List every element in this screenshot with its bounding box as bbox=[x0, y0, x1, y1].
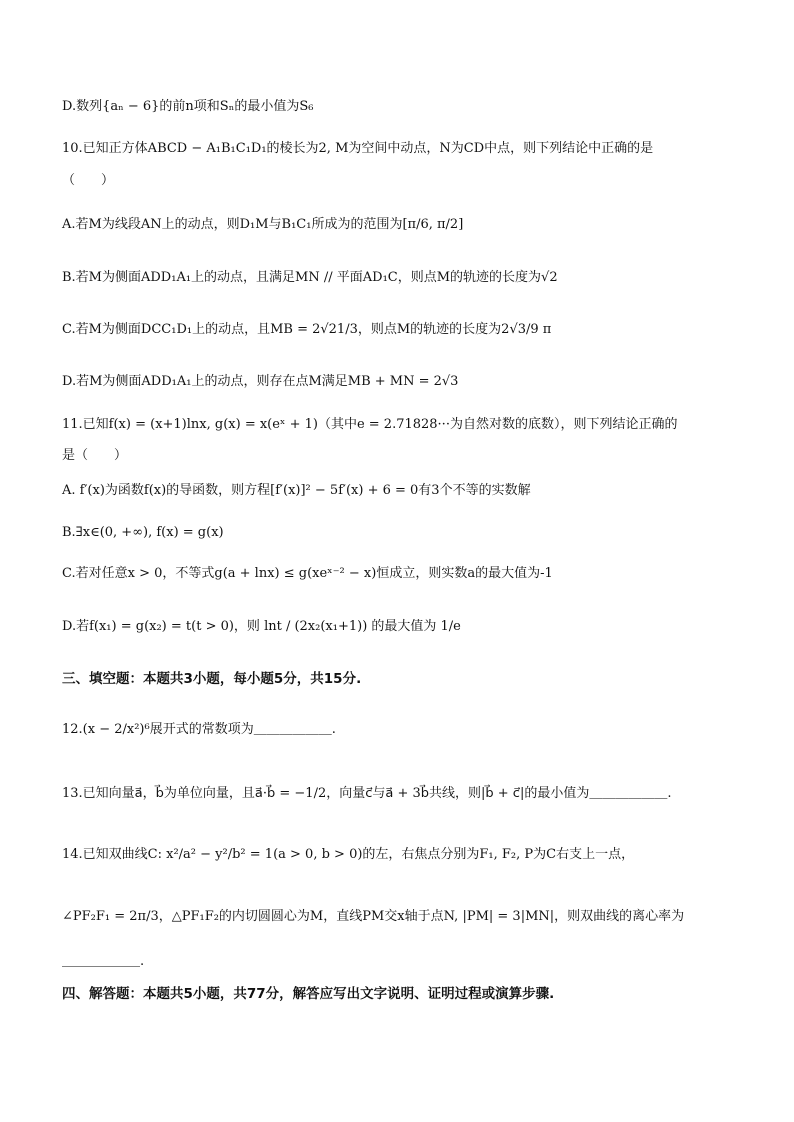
q12: 12.(x − 2/x²)⁶展开式的常数项为＿＿＿＿＿＿. bbox=[62, 722, 336, 737]
q14-stem-cont: ∠PF₂F₁ = 2π/3，△PF₁F₂的内切圆圆心为M，直线PM交x轴于点N, |PM| = 3|MN|，则双曲线的离心率为 bbox=[62, 909, 685, 924]
section-4-heading: 四、解答题：本题共5小题，共77分，解答应写出文字说明、证明过程或演算步骤. bbox=[62, 986, 555, 1002]
q9-option-d: D.数列{aₙ − 6}的前n项和Sₙ的最小值为S₆ bbox=[62, 99, 314, 114]
q10-answer-paren: （ ） bbox=[62, 173, 115, 188]
q11-option-c: C.若对任意x > 0，不等式g(a + lnx) ≤ g(xeˣ⁻² − x)恒成立，则实数a的最大值为-1 bbox=[62, 566, 553, 581]
q10-option-c: C.若M为侧面DCC₁D₁上的动点，且MB = 2√21/3，则点M的轨迹的长度为2√3/9 π bbox=[62, 322, 552, 337]
q11-option-d: D.若f(x₁) = g(x₂) = t(t > 0)，则 lnt / (2x₂(x₁+1)) 的最大值为 1/e bbox=[62, 619, 461, 634]
q11-option-b: B.∃x∈(0, +∞), f(x) = g(x) bbox=[62, 525, 224, 540]
q10-option-b: B.若M为侧面ADD₁A₁上的动点，且满足MN // 平面AD₁C，则点M的轨迹的长度为√2 bbox=[62, 270, 558, 285]
q10-stem: 10.已知正方体ABCD − A₁B₁C₁D₁的棱长为2, M为空间中动点，N为CD中点，则下列结论中正确的是 bbox=[62, 141, 654, 156]
q14-blank: ＿＿＿＿＿＿. bbox=[62, 954, 145, 969]
q14-stem: 14.已知双曲线C: x²/a² − y²/b² = 1(a > 0, b > 0)的左，右焦点分别为F₁, F₂, P为C右支上一点， bbox=[62, 847, 635, 862]
q11-option-a: A. f′(x)为函数f(x)的导函数，则方程[f′(x)]² − 5f′(x) + 6 = 0有3个不等的实数解 bbox=[62, 483, 531, 498]
q10-option-a: A.若M为线段AN上的动点，则D₁M与B₁C₁所成为的范围为[π/6, π/2] bbox=[62, 217, 464, 232]
q10-option-d: D.若M为侧面ADD₁A₁上的动点，则存在点M满足MB + MN = 2√3 bbox=[62, 374, 459, 389]
q13: 13.已知向量a⃗，b⃗为单位向量，且a⃗·b⃗ = −1/2，向量c⃗与a⃗ + 3b⃗共线，则|b⃗ + c⃗|的最小值为＿＿＿＿＿＿. bbox=[62, 786, 672, 801]
section-3-heading: 三、填空题：本题共3小题，每小题5分，共15分. bbox=[62, 671, 362, 687]
q11-answer-paren: 是（ ） bbox=[62, 448, 128, 463]
q11-stem: 11.已知f(x) = (x+1)lnx, g(x) = x(eˣ + 1)（其中e = 2.71828···为自然对数的底数），则下列结论正确的 bbox=[62, 417, 678, 432]
